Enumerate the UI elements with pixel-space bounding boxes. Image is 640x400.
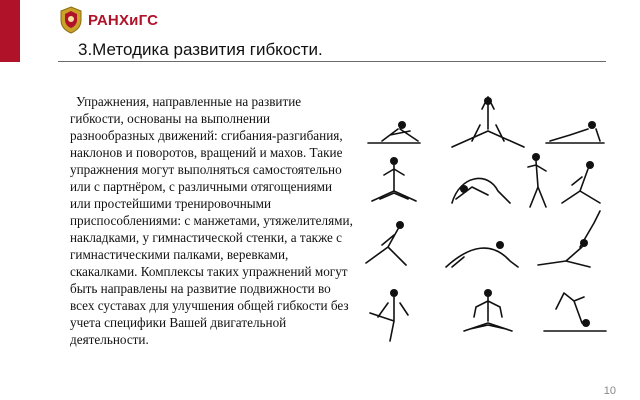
figure-lotus-pose [464, 289, 512, 331]
accent-bar [0, 0, 20, 62]
figure-back-arch [452, 179, 510, 204]
figure-kneeling-arm-raise [538, 211, 600, 267]
logo [58, 6, 158, 34]
stretching-exercises-illustration [360, 95, 616, 345]
figure-lying-leg-stretch [546, 121, 604, 143]
figure-standing-side-bend [528, 153, 546, 207]
title-divider [58, 61, 606, 62]
figure-lunge-stretch [366, 221, 406, 265]
ranepa-emblem-icon [58, 6, 84, 34]
figure-seated-forward-bend [368, 121, 420, 143]
page-number: 10 [603, 385, 616, 397]
logo-text: РАНХиГС [88, 11, 159, 29]
figure-butterfly-sit [372, 157, 416, 201]
slide-title: 3.Методика развития гибкости. [78, 40, 323, 59]
figure-straddle-reach [452, 97, 524, 147]
figure-arched-plank [446, 241, 518, 267]
figure-standing-leg-swing [370, 289, 408, 341]
body-text: Упражнения, направленные на развитие гибкости, основаны на выполнении разнообразных движений: сгибания-разгибания, наклонов и поворотов, вращений и махов. Такие упражнения могут выполняться самостоятельно или с партнёром, с различными отягощениями или простейшими тренировочными приспособлениями: с манжетами, утяжелителями, накладками, у гимнастической стенки, а также с гимнастическими палками, веревками, скакалками. Комплексы таких упражнений могут быть направлены на развитие подвижности во всех суставах для улучшения общей гибкости без учета специфики Вашей двигательной деятельности. [70, 94, 353, 347]
figure-plow-pose [544, 293, 606, 331]
figure-seated-twist [562, 161, 600, 203]
